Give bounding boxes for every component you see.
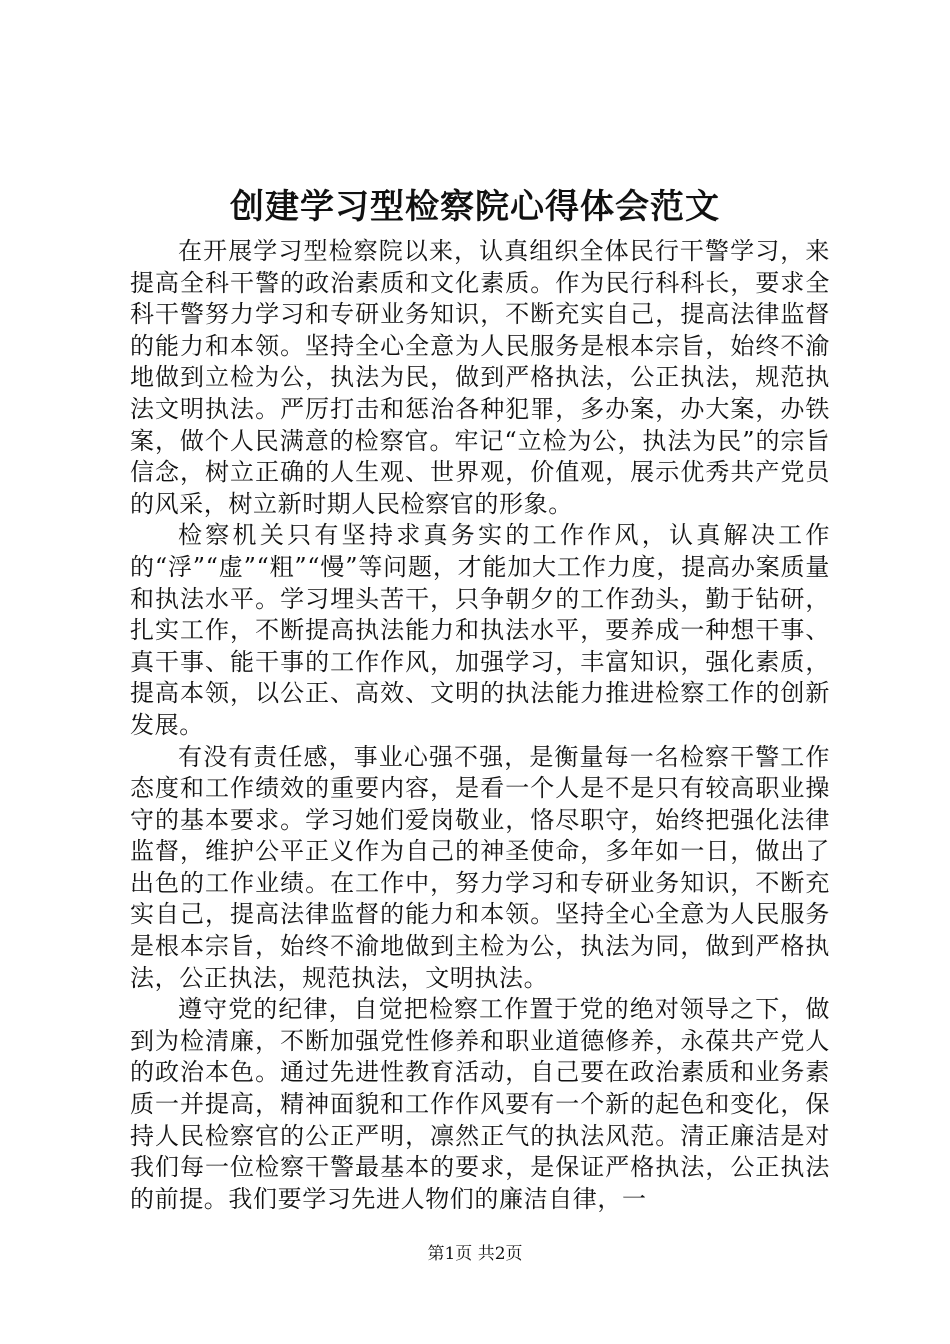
- paragraph-4: 遵守党的纪律，自觉把检察工作置于党的绝对领导之下，做到为检清廉，不断加强党性修养和职业道德修养，永葆共产党人的政治本色。通过先进性教育活动，自己要在政治素质和业务素质一并提高，精神面貌和工作作风要有一个新的起色和变化，保持人民检察官的公正严明，凛然正气的执法风范。清正廉洁是对我们每一位检察干警最基本的要求，是保证严格执法，公正执法的前提。我们要学习先进人物们的廉洁自律，一: [130, 995, 830, 1213]
- paragraph-1: 在开展学习型检察院以来，认真组织全体民行干警学习，来提高全科干警的政治素质和文化素质。作为民行科科长，要求全科干警努力学习和专研业务知识，不断充实自己，提高法律监督的能力和本领。坚持全心全意为人民服务是根本宗旨，始终不渝地做到立检为公，执法为民，做到严格执法，公正执法，规范执法文明执法。严厉打击和惩治各种犯罪，多办案，办大案，办铁案，做个人民满意的检察官。牢记“立检为公，执法为民”的宗旨信念，树立正确的人生观、世界观，价值观，展示优秀共产党员的风采，树立新时期人民检察官的形象。: [130, 237, 830, 518]
- page-number-footer: 第1页 共2页: [427, 1244, 523, 1264]
- paragraph-2: 检察机关只有坚持求真务实的工作作风，认真解决工作的“浮”“虚”“粗”“慢”等问题，才能加大工作力度，提高办案质量和执法水平。学习埋头苦干，只争朝夕的工作劲头，勤于钻研，扎实工作，不断提高执法能力和执法水平，要养成一种想干事、真干事、能干事的工作作风，加强学习，丰富知识，强化素质，提高本领，以公正、高效、文明的执法能力推进检察工作的创新发展。: [130, 521, 830, 739]
- document-body: [130, 236, 830, 1215]
- document-title: 创建学习型检察院心得体会范文: [230, 187, 720, 227]
- paragraph-3: 有没有责任感，事业心强不强，是衡量每一名检察干警工作态度和工作绩效的重要内容，是看一个人是不是只有较高职业操守的基本要求。学习她们爱岗敬业，恪尽职守，始终把强化法律监督，维护公平正义作为自己的神圣使命，多年如一日，做出了出色的工作业绩。在工作中，努力学习和专研业务知识，不断充实自己，提高法律监督的能力和本领。坚持全心全意为人民服务是根本宗旨，始终不渝地做到主检为公，执法为同，做到严格执法，公正执法，规范执法，文明执法。: [130, 742, 830, 992]
